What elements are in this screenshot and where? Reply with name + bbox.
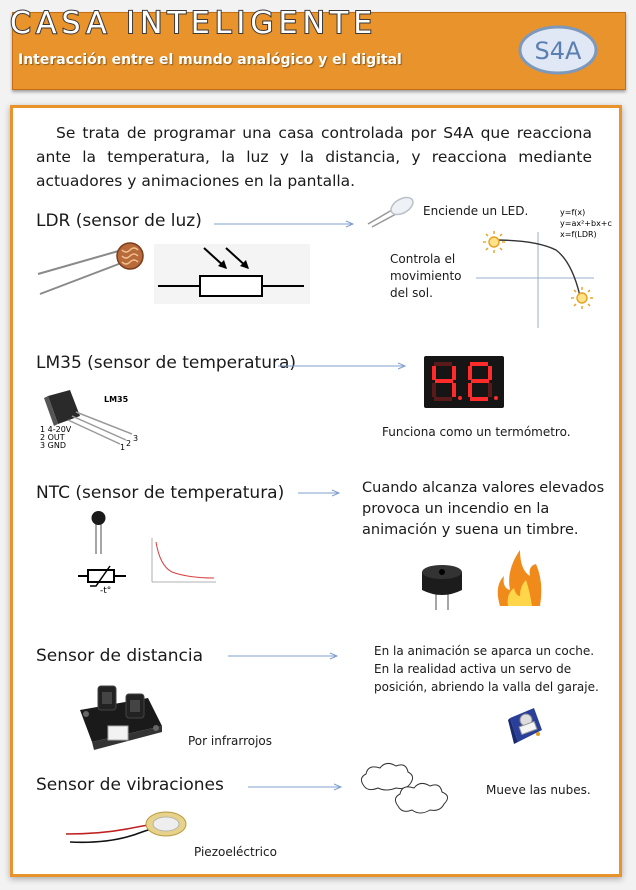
lm35-label: LM35: [104, 395, 129, 404]
piezo-label: Piezoeléctrico: [194, 845, 277, 859]
logo-text: S4A: [534, 37, 582, 65]
ntc-text-line-3: animación y suena un timbre.: [362, 522, 579, 538]
lm35-pin-1: 1 4-20V: [40, 425, 72, 434]
fire-icon: [494, 546, 544, 608]
ntc-symbol: [76, 564, 128, 594]
vibration-arrow: [246, 781, 346, 793]
distance-heading: Sensor de distancia: [36, 646, 204, 666]
ir-distance-sensor: [78, 680, 164, 754]
intro-paragraph: Se trata de programar una casa controlada por S4A que reacciona ante la temperatura, la luz y la distancia, y reacciona mediante actuadores y animaciones en la pantalla.: [36, 124, 592, 190]
lm35-pin-number-1: 1: [120, 443, 126, 452]
ldr-sun-text-line-3: del sol.: [390, 286, 433, 300]
ldr-arrow: [212, 218, 362, 230]
distance-arrow: [226, 650, 342, 662]
distance-text-line-2: En la realidad activa un servo de: [374, 662, 572, 676]
page-subtitle: Interacción entre el mundo analógico y el digital: [18, 52, 402, 68]
ntc-symbol-label: -t°: [100, 586, 112, 594]
servo-icon: [506, 704, 546, 746]
vibration-text: Mueve las nubes.: [486, 783, 591, 797]
piezo-sensor: [62, 804, 190, 856]
ldr-schematic: [154, 244, 310, 304]
ldr-sun-text-line-1: Controla el: [390, 252, 456, 266]
ntc-text-line-1: Cuando alcanza valores elevados: [362, 480, 605, 496]
distance-text-line-3: posición, abriendo la valla del garaje.: [374, 680, 599, 694]
s4a-logo: [518, 24, 602, 76]
distance-text-line-1: En la animación se aparca un coche.: [374, 644, 595, 658]
graph-label-1: y=f(x): [560, 208, 586, 217]
lm35-chip: [40, 386, 150, 456]
lm35-heading: LM35 (sensor de temperatura): [36, 353, 297, 373]
ldr-led-text: Enciende un LED.: [423, 204, 529, 218]
distance-sensor-label: Por infrarrojos: [188, 734, 273, 748]
ntc-text-line-2: provoca un incendio en la: [362, 501, 550, 517]
clouds-icon: [356, 760, 462, 820]
buzzer-icon: [416, 562, 468, 612]
ntc-arrow: [296, 487, 346, 499]
ntc-heading: NTC (sensor de temperatura): [36, 483, 285, 503]
lm35-pin-3: 3 GND: [40, 441, 66, 450]
led-icon: [366, 194, 418, 228]
sun-trajectory-graph: [476, 204, 616, 330]
lm35-pin-number-3: 3: [133, 434, 139, 443]
lm35-arrow: [276, 360, 410, 372]
ldr-photo: [36, 236, 148, 300]
graph-label-3: x=f(LDR): [560, 230, 597, 239]
ntc-photo: [86, 510, 112, 556]
ldr-heading: LDR (sensor de luz): [36, 211, 202, 231]
sun-icon-bottom: [571, 287, 593, 309]
lm35-pin-2: 2 OUT: [40, 433, 65, 442]
lm35-note: Funciona como un termómetro.: [382, 425, 571, 439]
graph-label-2: y=ax²+bx+c: [560, 219, 612, 228]
vibration-heading: Sensor de vibraciones: [36, 775, 224, 795]
ntc-curve-graph: [148, 536, 218, 588]
seven-segment-display: [424, 356, 504, 408]
lm35-pin-number-2: 2: [126, 439, 132, 448]
sun-icon-top: [483, 231, 505, 253]
page-title: CASA INTELIGENTE: [10, 6, 378, 41]
ldr-sun-text-line-2: movimiento: [390, 269, 462, 283]
